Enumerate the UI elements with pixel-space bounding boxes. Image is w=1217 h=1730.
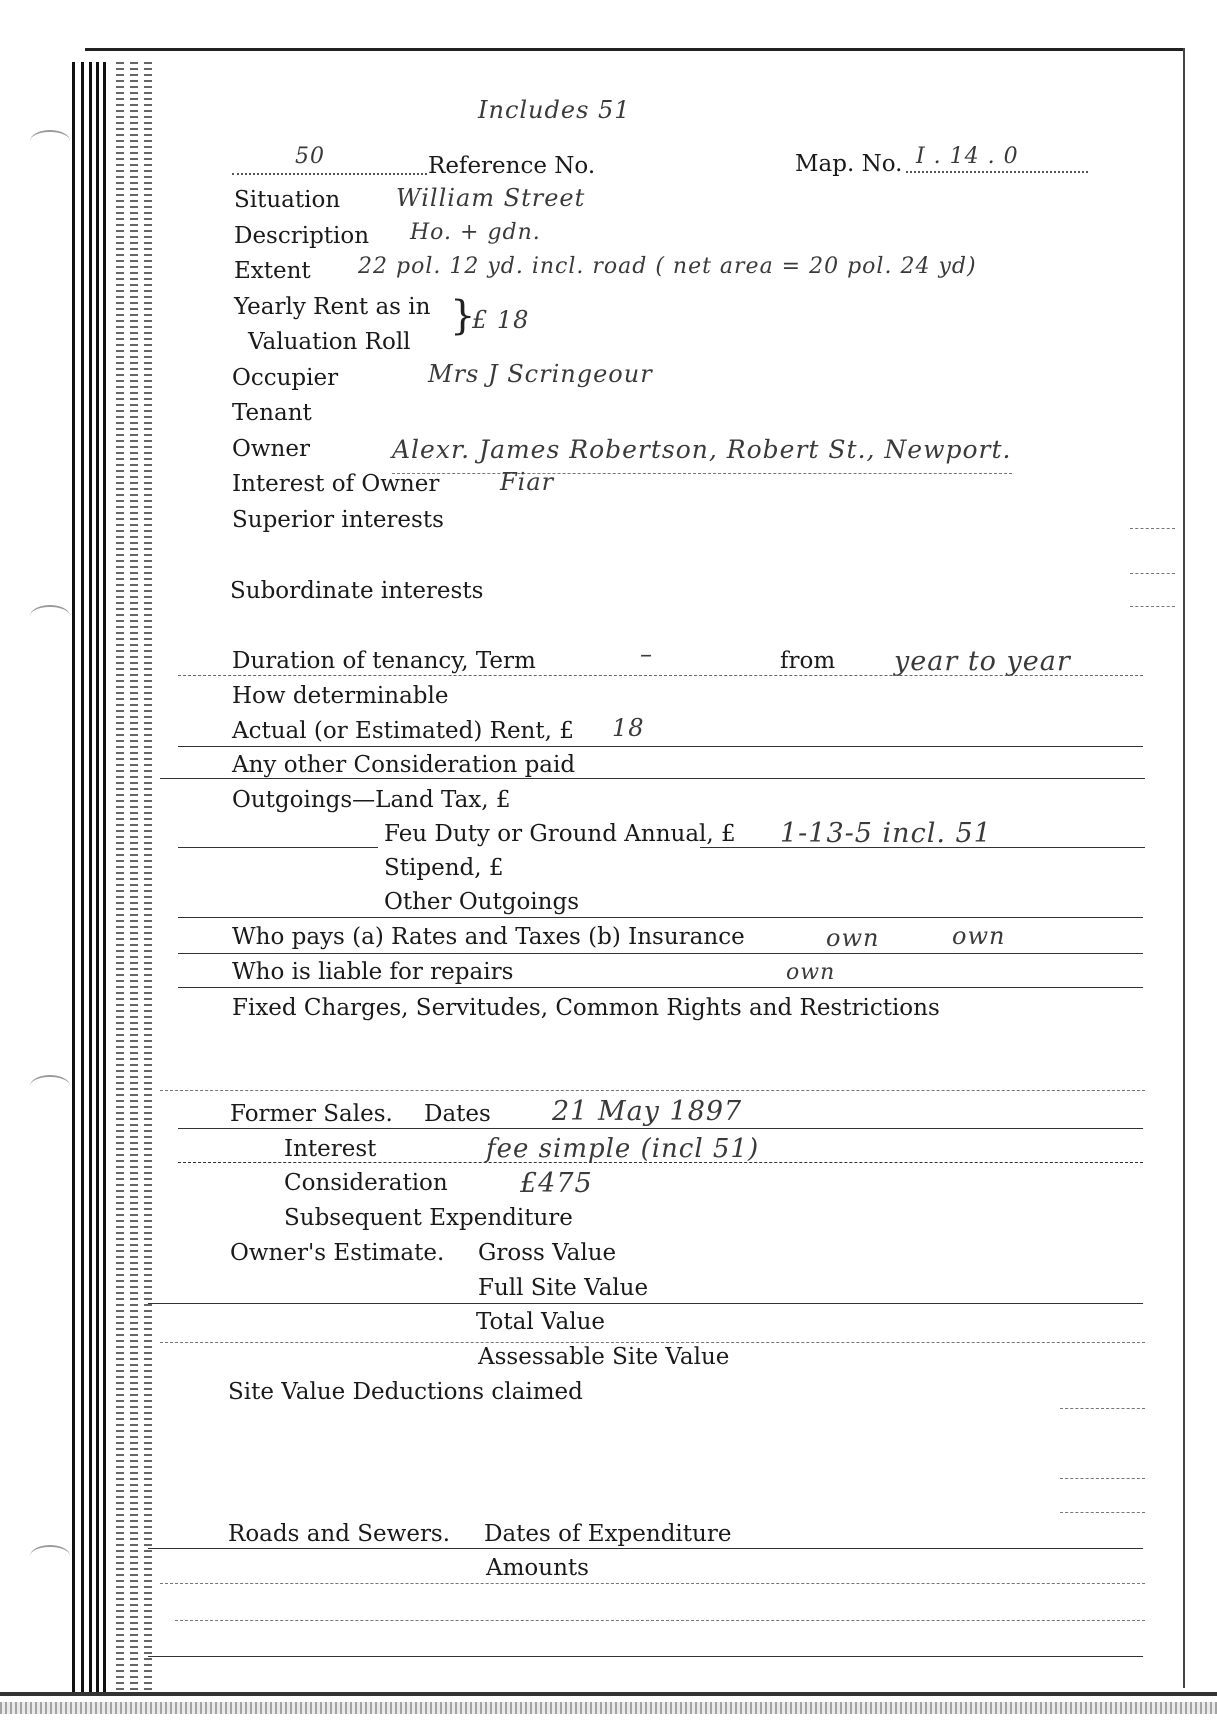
yearly-rent-label-line1: Yearly Rent as in: [234, 294, 431, 320]
former-sales-dates-value: 21 May 1897: [552, 1096, 743, 1127]
total-value-label: Total Value: [476, 1309, 606, 1335]
site-value-deductions-label: Site Value Deductions claimed: [228, 1379, 583, 1405]
punch-hole-mark: [30, 1075, 70, 1097]
interest-of-owner-label: Interest of Owner: [232, 471, 440, 497]
reference-number-line: [232, 173, 427, 175]
feu-duty-rule-right: [700, 847, 1145, 848]
total-value-rule: [160, 1342, 1145, 1343]
extent-label: Extent: [234, 258, 311, 284]
outgoings-rule: [178, 917, 1143, 918]
duration-term-value: –: [640, 640, 653, 668]
roads-sewers-rule: [148, 1548, 1143, 1549]
fixed-charges-label: Fixed Charges, Servitudes, Common Rights and Restrictions: [232, 995, 940, 1021]
occupier-label: Occupier: [232, 365, 339, 391]
yearly-rent-brace: }: [450, 293, 476, 339]
blank-rule: [175, 1620, 1145, 1621]
situation-label: Situation: [234, 187, 341, 213]
fixed-charges-rule: [160, 1090, 1145, 1091]
margin-rule: [1130, 606, 1175, 607]
who-liable-rule: [178, 987, 1143, 988]
punch-hole-mark: [30, 605, 70, 627]
page-bottom-edge: [0, 1692, 1217, 1696]
margin-rule: [1060, 1512, 1145, 1513]
page-right-edge: [1183, 48, 1185, 1688]
duration-rule: [178, 675, 1143, 676]
margin-rule: [1130, 573, 1175, 574]
former-sales-interest-value: fee simple (incl 51): [486, 1134, 760, 1164]
owner-value: Alexr. James Robertson, Robert St., Newport.: [392, 435, 1012, 464]
who-pays-insurance-value: own: [952, 922, 1006, 950]
situation-value: William Street: [396, 184, 586, 212]
reference-number-label: Reference No.: [428, 153, 596, 179]
roads-sewers-amounts-label: Amounts: [486, 1555, 589, 1581]
binding-edge: [72, 62, 167, 1692]
feu-duty-label: Feu Duty or Ground Annual, £: [384, 821, 736, 847]
description-label: Description: [234, 223, 370, 249]
page-top-edge: [85, 48, 1185, 51]
yearly-rent-label-line2: Valuation Roll: [248, 329, 411, 355]
amounts-rule: [160, 1583, 1145, 1584]
who-liable-value: own: [786, 960, 836, 985]
gross-value-label: Gross Value: [478, 1240, 617, 1266]
page-bottom-noise: [0, 1702, 1217, 1714]
margin-rule: [1060, 1408, 1145, 1409]
duration-label: Duration of tenancy, Term: [232, 648, 536, 674]
roads-sewers-label: Roads and Sewers.: [228, 1521, 451, 1547]
actual-rent-label: Actual (or Estimated) Rent, £: [232, 718, 574, 744]
owners-estimate-label: Owner's Estimate.: [230, 1240, 445, 1266]
former-sales-consideration-label: Consideration: [284, 1170, 448, 1196]
feu-duty-value: 1-13-5 incl. 51: [780, 818, 992, 849]
former-sales-label: Former Sales.: [230, 1101, 393, 1127]
how-determinable-label: How determinable: [232, 683, 449, 709]
description-value: Ho. + gdn.: [410, 220, 541, 245]
interest-of-owner-value: Fiar: [500, 468, 555, 496]
who-pays-rule: [178, 953, 1143, 954]
duration-from-value: year to year: [894, 646, 1071, 677]
reference-number-value: 50: [295, 144, 325, 169]
other-outgoings-label: Other Outgoings: [384, 889, 580, 915]
former-sales-interest-rule: [178, 1162, 1143, 1163]
other-consideration-label: Any other Consideration paid: [232, 752, 576, 778]
margin-rule: [1060, 1478, 1145, 1479]
who-pays-rates-value: own: [826, 924, 880, 952]
subordinate-interests-label: Subordinate interests: [230, 578, 484, 604]
header-annotation: Includes 51: [478, 96, 631, 124]
owner-line: [392, 473, 1012, 474]
yearly-rent-value: £ 18: [472, 306, 530, 334]
former-sales-subsequent-label: Subsequent Expenditure: [284, 1205, 573, 1231]
who-pays-label: Who pays (a) Rates and Taxes (b) Insurance: [232, 924, 745, 950]
land-tax-label: Outgoings—Land Tax, £: [232, 787, 511, 813]
extent-value: 22 pol. 12 yd. incl. road ( net area = 20 pol. 24 yd): [358, 254, 977, 279]
feu-duty-rule-left: [178, 847, 378, 848]
superior-interests-label: Superior interests: [232, 507, 444, 533]
tenant-label: Tenant: [232, 400, 312, 426]
former-sales-rule: [178, 1128, 1143, 1129]
who-liable-label: Who is liable for repairs: [232, 959, 514, 985]
former-sales-dates-label: Dates: [424, 1101, 491, 1127]
full-site-rule: [148, 1303, 1143, 1304]
actual-rent-value: 18: [612, 714, 645, 742]
punch-hole-mark: [30, 1545, 70, 1567]
assessable-site-value-label: Assessable Site Value: [478, 1344, 730, 1370]
roads-sewers-dates-label: Dates of Expenditure: [484, 1521, 732, 1547]
occupier-value: Mrs J Scringeour: [428, 360, 653, 388]
former-sales-consideration-value: £475: [520, 1168, 593, 1199]
map-number-line: [906, 171, 1088, 173]
stipend-label: Stipend, £: [384, 855, 504, 881]
duration-from-label: from: [780, 648, 836, 674]
bottom-rule: [148, 1656, 1143, 1657]
other-consideration-rule: [160, 778, 1145, 779]
actual-rent-rule: [178, 746, 1143, 747]
punch-hole-mark: [30, 130, 70, 152]
map-number-label: Map. No.: [795, 151, 903, 177]
map-number-value: I . 14 . 0: [916, 144, 1019, 169]
full-site-value-label: Full Site Value: [478, 1275, 649, 1301]
former-sales-interest-label: Interest: [284, 1136, 377, 1162]
margin-rule: [1130, 528, 1175, 529]
owner-label: Owner: [232, 436, 310, 462]
